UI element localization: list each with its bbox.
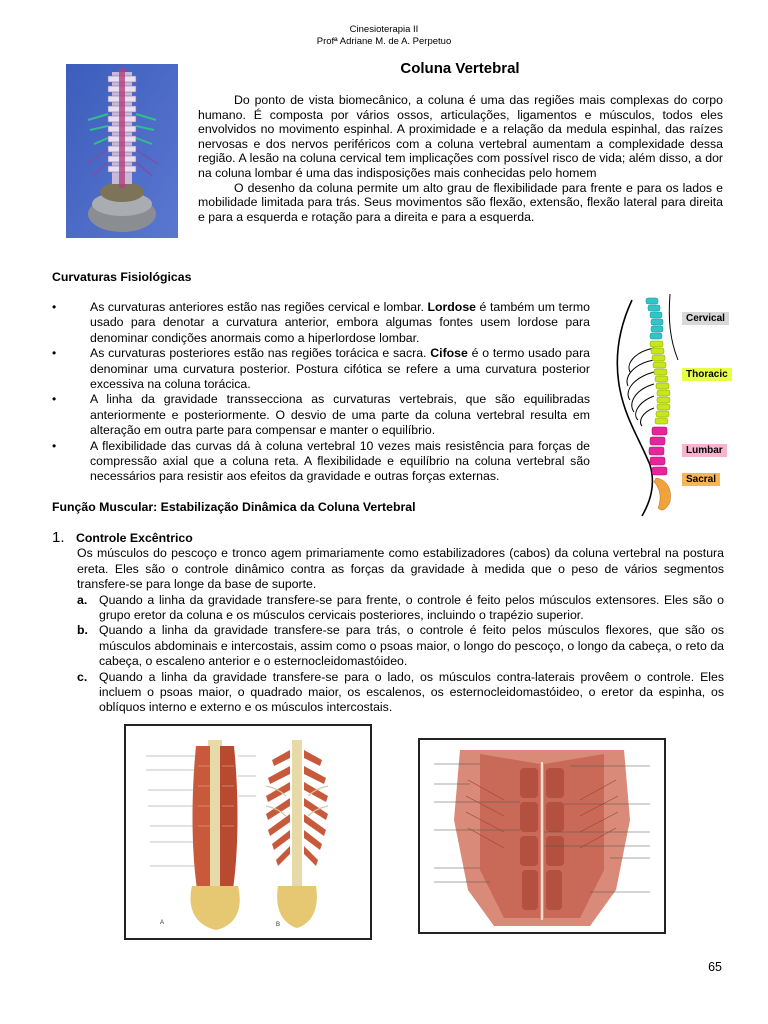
list-item: • A linha da gravidade transsecciona as curvaturas vertebrais, que são equilibradas anteriormente e posteriormente. O desvio de uma parte da coluna vertebral resulta em alteração em outra parte para compensar e manter o equilíbrio.	[52, 392, 590, 438]
back-muscles-figure	[124, 724, 372, 940]
panel-b-label: B	[276, 922, 281, 928]
abdominal-muscles-figure	[418, 738, 666, 934]
item-number: 1.	[52, 529, 65, 546]
bullet-icon: •	[52, 346, 57, 361]
controle-excentrico-section	[52, 530, 724, 716]
spine-sculpture-image	[66, 64, 178, 238]
page-number: 65	[708, 960, 722, 974]
section-heading-funcao-muscular: Função Muscular: Estabilização Dinâmica da Coluna Vertebral	[52, 500, 416, 514]
section-heading-curvaturas: Curvaturas Fisiológicas	[52, 270, 192, 284]
list-item: c. Quando a linha da gravidade transfere-se para o lado, os músculos contra-laterais provêem o controle. Eles incluem o psoas maior, o quadrado maior, os escalenos, os esternocleidomastóideo, o eretor da espinha, os oblíquos interno e externo e os músculos intercostais.	[77, 669, 724, 715]
subitem-label: b.	[77, 623, 88, 638]
list-item: • As curvaturas anteriores estão nas regiões cervical e lombar. Lordose é também um termo usado para denotar a curvatura anterior, embora algumas fontes usem lordose para denominar condições anormais como a hiperlordose lombar.	[52, 300, 590, 345]
intro-text	[198, 93, 723, 224]
panel-a-label: A	[160, 920, 165, 926]
professor-name: Profª Adriane M. de A. Perpetuo	[316, 36, 452, 47]
item-title: Controle Excêntrico	[75, 531, 193, 545]
bullet-icon: •	[52, 392, 57, 407]
list-item: • A flexibilidade das curvas dá à coluna vertebral 10 vezes mais resistência para forças de compressão axial que a coluna reta. A flexibilidade e equilíbrio na coluna vertebral são necessários para resistir aos efeitos da gravidade e outras forças externas.	[52, 438, 590, 484]
bullet-icon: •	[52, 300, 57, 314]
item-paragraph: Os músculos do pescoço e tronco agem primariamente como estabilizadores (cabos) da coluna vertebral na postura ereta. Eles são o controle dinâmico contra as forças da gravidade à medida que o peso de vários segmentos transfere-se para longe da base de suporte.	[77, 546, 724, 592]
label-cervical: Cervical	[682, 312, 729, 325]
back-muscles-illustration	[126, 726, 370, 938]
intro-paragraph-2: O desenho da coluna permite um alto grau de flexibilidade para frente e para os lados e mobilidade limitada para trás. Seus movimentos são flexão, extensão, flexão lateral para direita e para a esquerda e rotação para a direita e para a esquerda.	[198, 180, 723, 224]
abdominal-muscles-illustration	[420, 740, 664, 932]
list-item: • As curvaturas posteriores estão nas regiões torácica e sacra. Cifose é o termo usado para denominar uma curvatura posterior. Postura cifótica se refere a uma curvatura posterior excessiva na coluna torácica.	[52, 346, 590, 392]
course-name: Cinesioterapia II	[349, 24, 419, 35]
page-title: Coluna Vertebral	[400, 60, 520, 77]
label-thoracic: Thoracic	[682, 368, 732, 381]
curvaturas-list	[52, 300, 590, 485]
subitem-label: a.	[77, 592, 88, 607]
numbered-heading	[52, 530, 724, 546]
label-lumbar: Lumbar	[682, 444, 727, 457]
intro-paragraph-1: Do ponto de vista biomecânico, a coluna é uma das regiões mais complexas do corpo humano. É composta por vários ossos, articulações, ligamentos e músculos, todos eles envolvidos no movimento espinhal. A proximidade e a relação da medula espinhal, das raízes nervosas e dos nervos periféricos com a coluna vertebral aumentam a complexidade dessa região. A lesão na coluna cervical tem implicações com possível risco de vida; além disso, a dor na coluna lombar é uma das indisposições mais conhecidas pelo homem	[198, 93, 723, 180]
list-item: a. Quando a linha da gravidade transfere-se para frente, o controle é feito pelos músculos extensores. Eles são o grupo eretor da coluna e os músculos cervicais posteriores, incluindo o trapézio superior.	[77, 592, 724, 623]
subitem-label: c.	[77, 669, 88, 684]
label-sacral: Sacral	[682, 473, 720, 486]
bullet-icon: •	[52, 438, 57, 453]
list-item: b. Quando a linha da gravidade transfere-se para trás, o controle é feito pelos músculos flexores, que são os músculos abdominais e intercostais, assim como o psoas maior, o longo do pescoço, o longo da cabeça, o reto da cabeça, o escaleno anterior e o esternocleidomastóideo.	[77, 623, 724, 669]
spine-curvature-diagram	[610, 290, 740, 520]
